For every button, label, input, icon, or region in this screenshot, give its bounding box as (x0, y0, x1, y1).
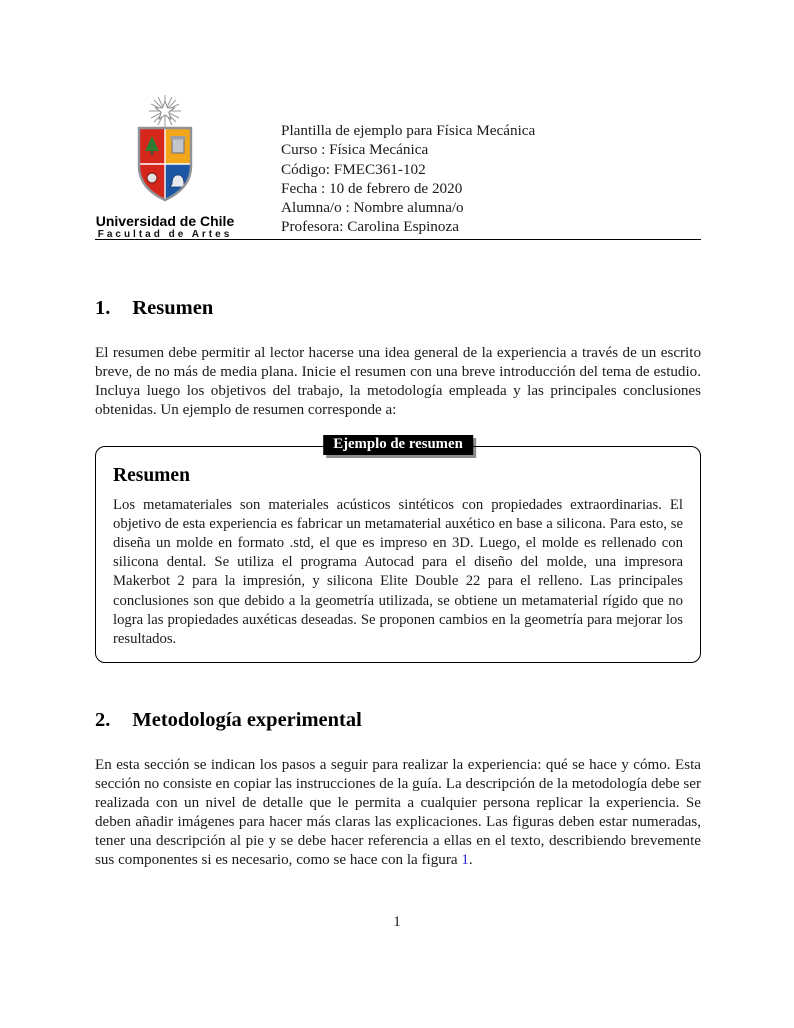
medal-icon (147, 173, 157, 183)
page-number: 1 (393, 914, 401, 930)
logo-faculty-name: Facultad de Artes (97, 229, 233, 240)
header-line-course: Curso : Física Mecánica (281, 141, 429, 159)
tower-icon (172, 139, 184, 153)
section-2-paragraph (95, 756, 701, 869)
example-summary-box (95, 435, 701, 664)
section-2-heading (95, 709, 701, 732)
universidad-de-chile-crest-icon (90, 94, 240, 206)
header-line-template-title: Plantilla de ejemplo para Física Mecánica (281, 122, 536, 139)
section-1-title: Resumen (132, 297, 214, 319)
section-2-number: 2. (95, 709, 111, 732)
section-2-title: Metodología experimental (132, 709, 362, 732)
section-2-paragraph-period: . (468, 851, 473, 868)
header-divider (95, 239, 701, 240)
section-1-number: 1. (95, 297, 111, 319)
example-box-label: Ejemplo de resumen (323, 435, 473, 455)
logo-institution-name: Universidad de Chile (95, 213, 235, 229)
header-line-professor: Profesora: Carolina Espinoza (281, 218, 459, 236)
document-body (95, 297, 701, 870)
universidad-de-chile-logo (90, 94, 240, 240)
header-line-date: Fecha : 10 de febrero de 2020 (281, 179, 463, 197)
tower-top-icon (171, 136, 186, 140)
section-2-paragraph-text: En esta sección se indican los pasos a seguir para realizar la experiencia: qué se hace y cómo. Esta sección no consiste en copiar las instrucciones de la guía. La descripción de la metodología debe ser realizada con un nivel de detalle que le permita a cualquier persona replicar la experiencia. Se deben añadir imágenes para hacer más claras las explicaciones. Las figuras deben estar numeradas, tener una descripción al pie y se debe hacer referencia a ellas en el texto, describiendo brevemente sus componentes si es necesario, como se hace con la figura (95, 757, 701, 868)
header-line-code: Código: FMEC361-102 (281, 160, 426, 178)
header-line-student: Alumna/o : Nombre alumna/o (281, 199, 464, 217)
section-1-paragraph: El resumen debe permitir al lector hacerse una idea general de la experiencia a través de un escrito breve, de no más de media plana. Inicie el resumen con una breve introducción del tema de estudio. Incluya luego los objetivos del trabajo, la metodología empleada y las principales conclusiones obtenidas. Un ejemplo de resumen corresponde a: (95, 345, 701, 418)
shield-icon (139, 128, 191, 204)
example-box-heading: Resumen (113, 464, 190, 486)
example-box-body: Los metamateriales son materiales acústicos sintéticos con propiedades extraordinarias. El objetivo de esta experiencia es fabricar un metamaterial auxético en base a silicona. Para esto, se diseña un molde en formato .std, el que es impreso en 3D. Luego, el molde es rellenado con silicona dental. Se utiliza el programa Autocad para el diseño del molde, una impresora Makerbot 2 para la impresión, y silicona Elite Double 22 para el relleno. Las principales conclusiones son que debido a la geometría utilizada, se obtiene un metamaterial rígido que no logra las propiedades auxéticas deseadas. Se proponen cambios en la geometría para mejorar los resultados. (113, 496, 683, 648)
header-info-block (281, 121, 535, 237)
section-1-heading (95, 297, 701, 320)
tree-trunk-icon (151, 151, 154, 155)
figure-1-link[interactable]: 1 (461, 851, 469, 868)
